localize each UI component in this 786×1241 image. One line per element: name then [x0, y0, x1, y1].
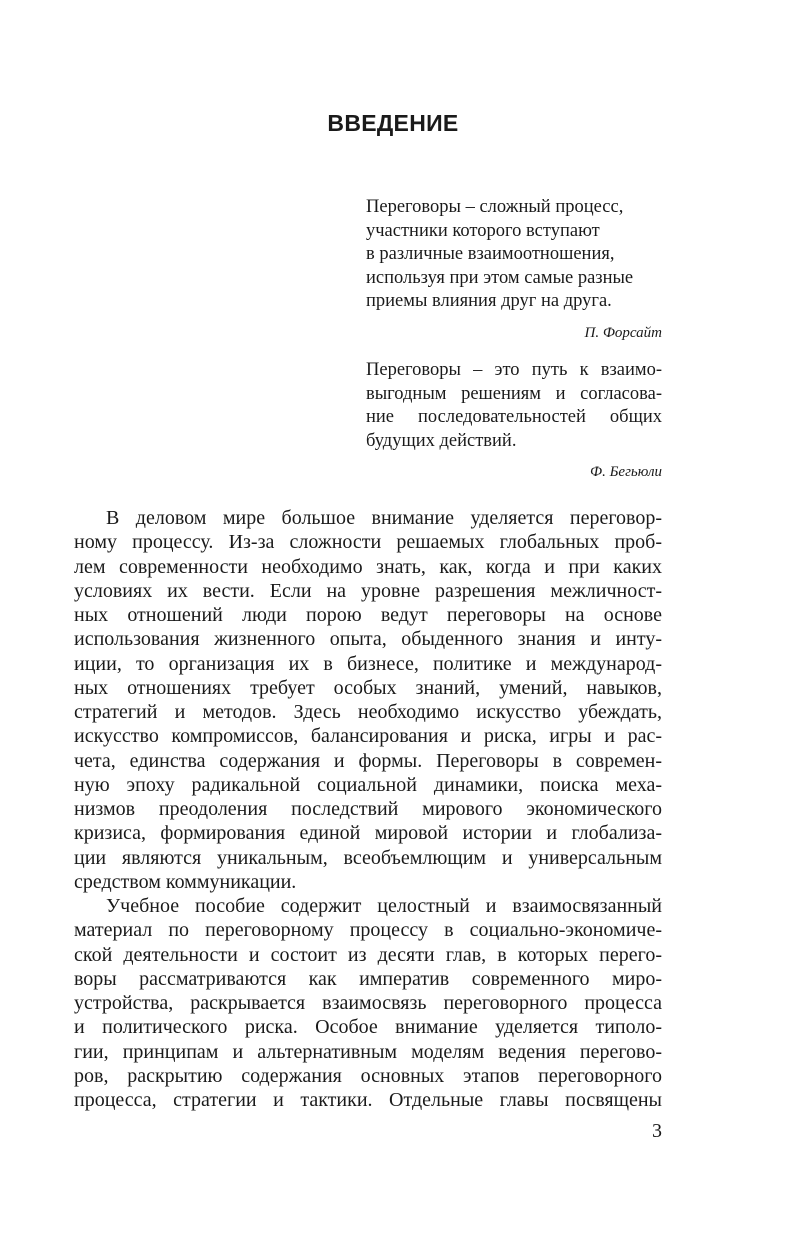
paragraph-line: ской деятельности и состоит из десяти глав, в которых перего-	[74, 943, 662, 966]
paragraph-line: условиях их вести. Если на уровне разрешения межличност-	[74, 579, 662, 602]
epigraph	[366, 359, 662, 485]
page-number: 3	[652, 1120, 662, 1142]
paragraph-line: низмов преодоления последствий мирового экономического	[74, 798, 662, 820]
paragraph-line: гии, принципам и альтернативным моделям ведения перегово-	[74, 1040, 662, 1063]
paragraph-line: ному процессу. Из-за сложности решаемых глобальных проб-	[74, 531, 662, 554]
paragraph-line: ров, раскрытию содержания основных этапов переговорного	[74, 1064, 662, 1087]
epigraph-line: ние последовательностей общих	[366, 407, 662, 427]
paragraph-line: В деловом мире большое внимание уделяется переговор-	[106, 507, 662, 529]
paragraph-line: средством коммуникации.	[74, 870, 297, 893]
epigraph-line: Переговоры – сложный процесс,	[366, 197, 624, 217]
epigraph-line: используя при этом самые разные	[366, 267, 634, 288]
epigraph-author: П. Форсайт	[584, 324, 662, 341]
paragraph-line: и политического риска. Особое внимание уделяется типоло-	[74, 1016, 662, 1039]
epigraph-line: участники которого вступают	[366, 220, 600, 241]
paragraph-line: ную эпоху радикальной социальной динамики, поиска меха-	[74, 773, 662, 796]
paragraph-line: иции, то организация их в бизнесе, политике и международ-	[74, 652, 662, 675]
paragraph-line: чета, единства содержания и формы. Переговоры в современ-	[74, 749, 662, 772]
epigraph-line: будущих действий.	[366, 430, 517, 451]
epigraph-line: выгодным решениям и согласова-	[366, 383, 662, 404]
epigraph	[366, 196, 662, 345]
paragraph-line: искусство компромиссов, балансирования и риска, игры и рас-	[74, 725, 662, 748]
paragraph-line: процесса, стратегии и тактики. Отдельные главы посвящены	[74, 1089, 662, 1111]
paragraph-line: ных отношений люди порою ведут переговоры на основе	[74, 604, 662, 626]
paragraph-line: лем современности необходимо знать, как, когда и при каких	[74, 555, 662, 578]
paragraph-line: материал по переговорному процессу в социально-экономиче-	[74, 919, 662, 942]
paragraph-line: ных отношениях требует особых знаний, умений, навыков,	[74, 676, 662, 699]
paragraph-line: стратегий и методов. Здесь необходимо искусство убеждать,	[74, 701, 662, 723]
paragraph-line: воры рассматриваются как императив современного миро-	[74, 967, 662, 990]
paragraph-line: использования жизненного опыта, обыденного знания и инту-	[74, 628, 662, 651]
body-text	[74, 506, 662, 1112]
epigraph-line: приемы влияния друг на друга.	[366, 291, 612, 311]
epigraph-author: Ф. Бегьюли	[590, 464, 662, 480]
epigraph-line: в различные взаимоотношения,	[366, 244, 615, 264]
paragraph-line: Учебное пособие содержит целостный и взаимосвязанный	[106, 895, 662, 917]
paragraph-line: ции являются уникальным, всеобъемлющим и универсальным	[74, 846, 662, 869]
epigraph-line: Переговоры – это путь к взаимо-	[366, 360, 662, 380]
chapter-title: ВВЕДЕНИЕ	[327, 110, 459, 136]
paragraph-line: устройства, раскрывается взаимосвязь переговорного процесса	[74, 992, 662, 1014]
paragraph-line: кризиса, формирования единой мировой истории и глобализа-	[74, 822, 662, 845]
